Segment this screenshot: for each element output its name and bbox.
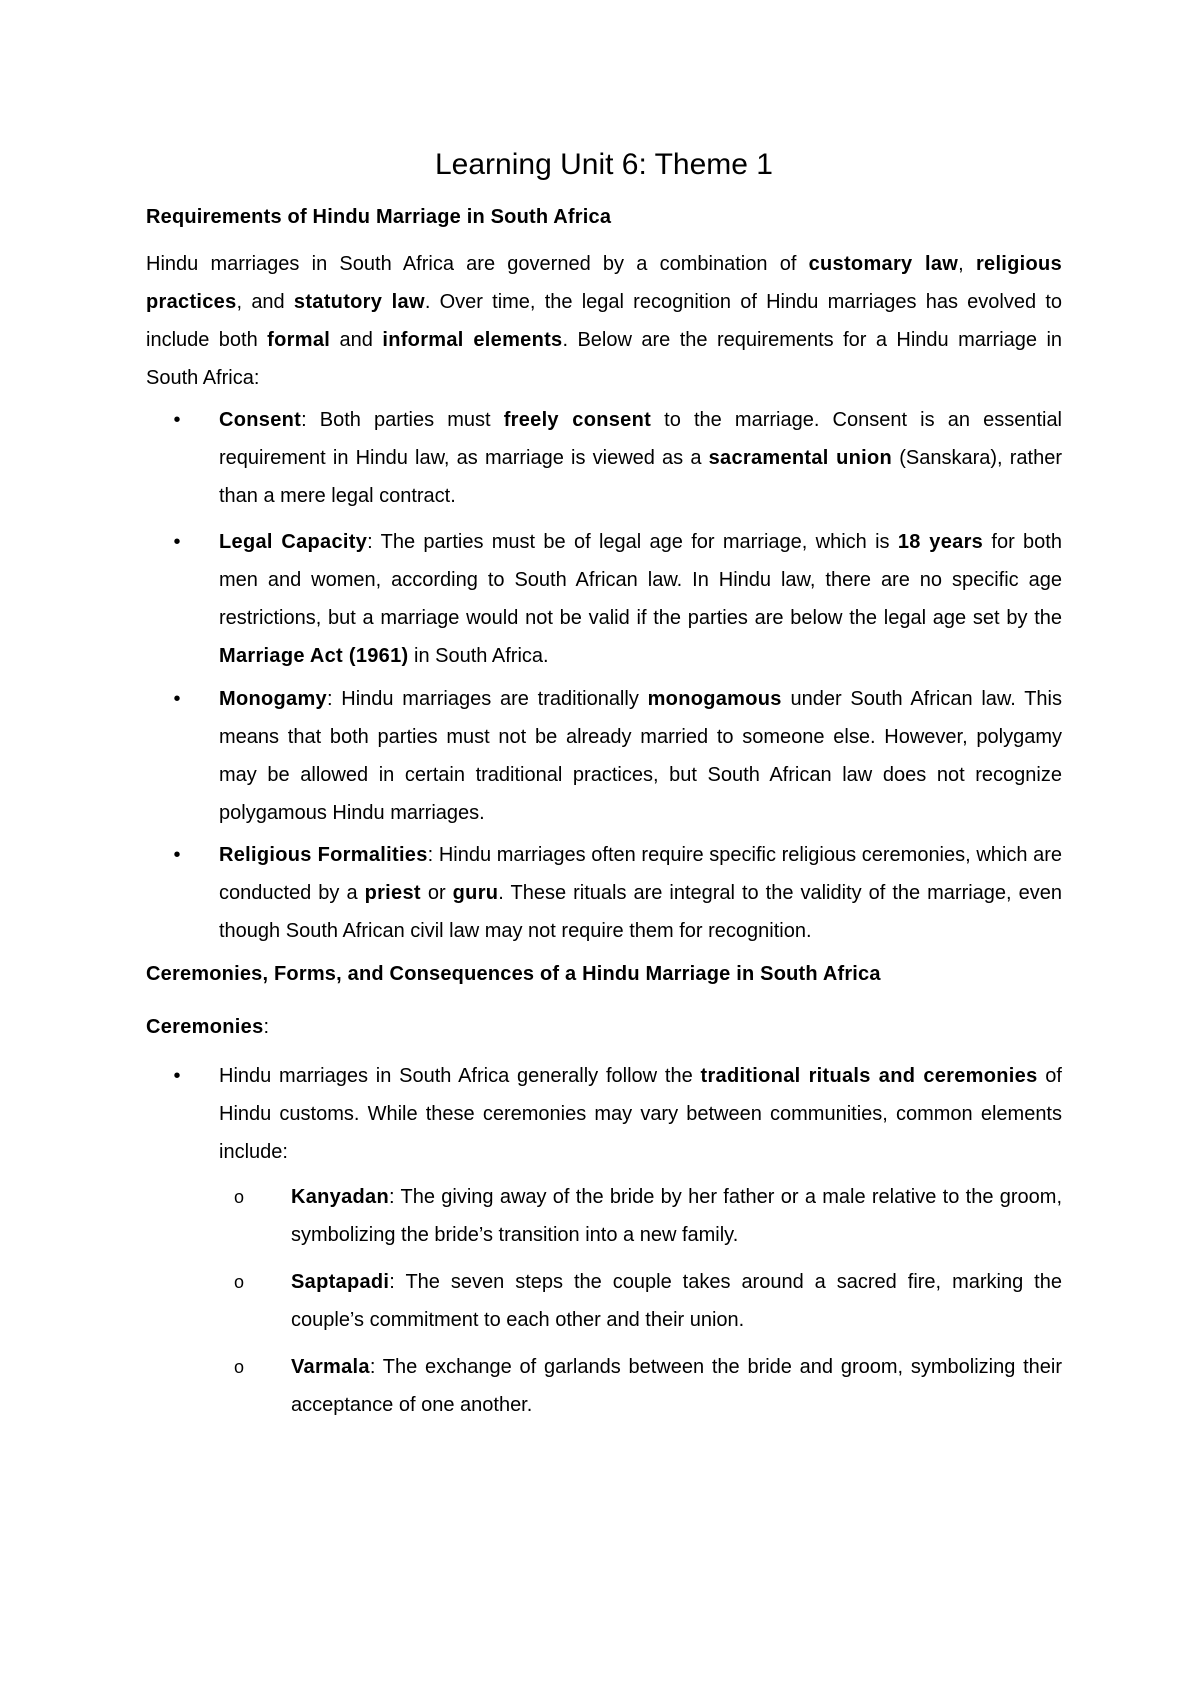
section-heading-ceremonies-forms: Ceremonies, Forms, and Consequences of a Hindu Marriage in South Africa xyxy=(146,963,881,985)
list-item-ceremonies: Hindu marriages in South Africa generally follow the traditional rituals and ceremonies of Hindu customs. While these ceremonies may vary between communities, common elements include: xyxy=(219,1065,1062,1163)
sub-item-saptapadi: Saptapadi: The seven steps the couple takes around a sacred fire, marking the couple’s commitment to each other and their union. xyxy=(291,1271,1062,1331)
list-item-consent: Consent: Both parties must freely consent to the marriage. Consent is an essential requirement in Hindu law, as marriage is viewed as a sacramental union (Sanskara), rather than a mere legal contract. xyxy=(219,409,1063,507)
sub-item-kanyadan: Kanyadan: The giving away of the bride by her father or a male relative to the groom, symbolizing the bride’s transition into a new family. xyxy=(291,1186,1062,1246)
page-title: Learning Unit 6: Theme 1 xyxy=(435,148,773,181)
circle-bullet-icon: o xyxy=(233,1187,244,1207)
list-item-monogamy: Monogamy: Hindu marriages are traditionally monogamous under South African law. This means that both parties must not be already married to someone else. However, polygamy may be allowed in certain traditional practices, but South African law does not recognize polygamous Hindu marriages. xyxy=(219,688,1062,824)
bullet-icon: • xyxy=(173,531,181,553)
list-item-legal-capacity: Legal Capacity: The parties must be of legal age for marriage, which is 18 years for both men and women, according to South African law. In Hindu law, there are no specific age restrictions, but a marriage would not be valid if the parties are below the legal age set by the Marriage Act (1961) in South Africa. xyxy=(219,531,1062,667)
bullet-icon: • xyxy=(173,1065,181,1087)
bullet-icon: • xyxy=(173,409,181,431)
circle-bullet-icon: o xyxy=(233,1357,244,1377)
bullet-icon: • xyxy=(173,688,181,710)
circle-bullet-icon: o xyxy=(233,1272,244,1292)
list-item-religious-formalities: Religious Formalities: Hindu marriages often require specific religious ceremonies, which are conducted by a priest or guru. These rituals are integral to the validity of the marriage, even though South African civil law may not require them for recognition. xyxy=(219,844,1062,942)
sub-item-varmala: Varmala: The exchange of garlands between the bride and groom, symbolizing their acceptance of one another. xyxy=(291,1356,1062,1416)
section-heading-requirements: Requirements of Hindu Marriage in South Africa xyxy=(146,206,612,228)
intro-paragraph: Hindu marriages in South Africa are governed by a combination of customary law, religious practices, and statutory law. Over time, the legal recognition of Hindu marriages has evolved to include both formal and informal elements. Below are the requirements for a Hindu marriage in South Africa: xyxy=(146,253,1063,389)
sub-heading-ceremonies: Ceremonies: xyxy=(146,1016,270,1038)
bullet-icon: • xyxy=(173,844,181,866)
